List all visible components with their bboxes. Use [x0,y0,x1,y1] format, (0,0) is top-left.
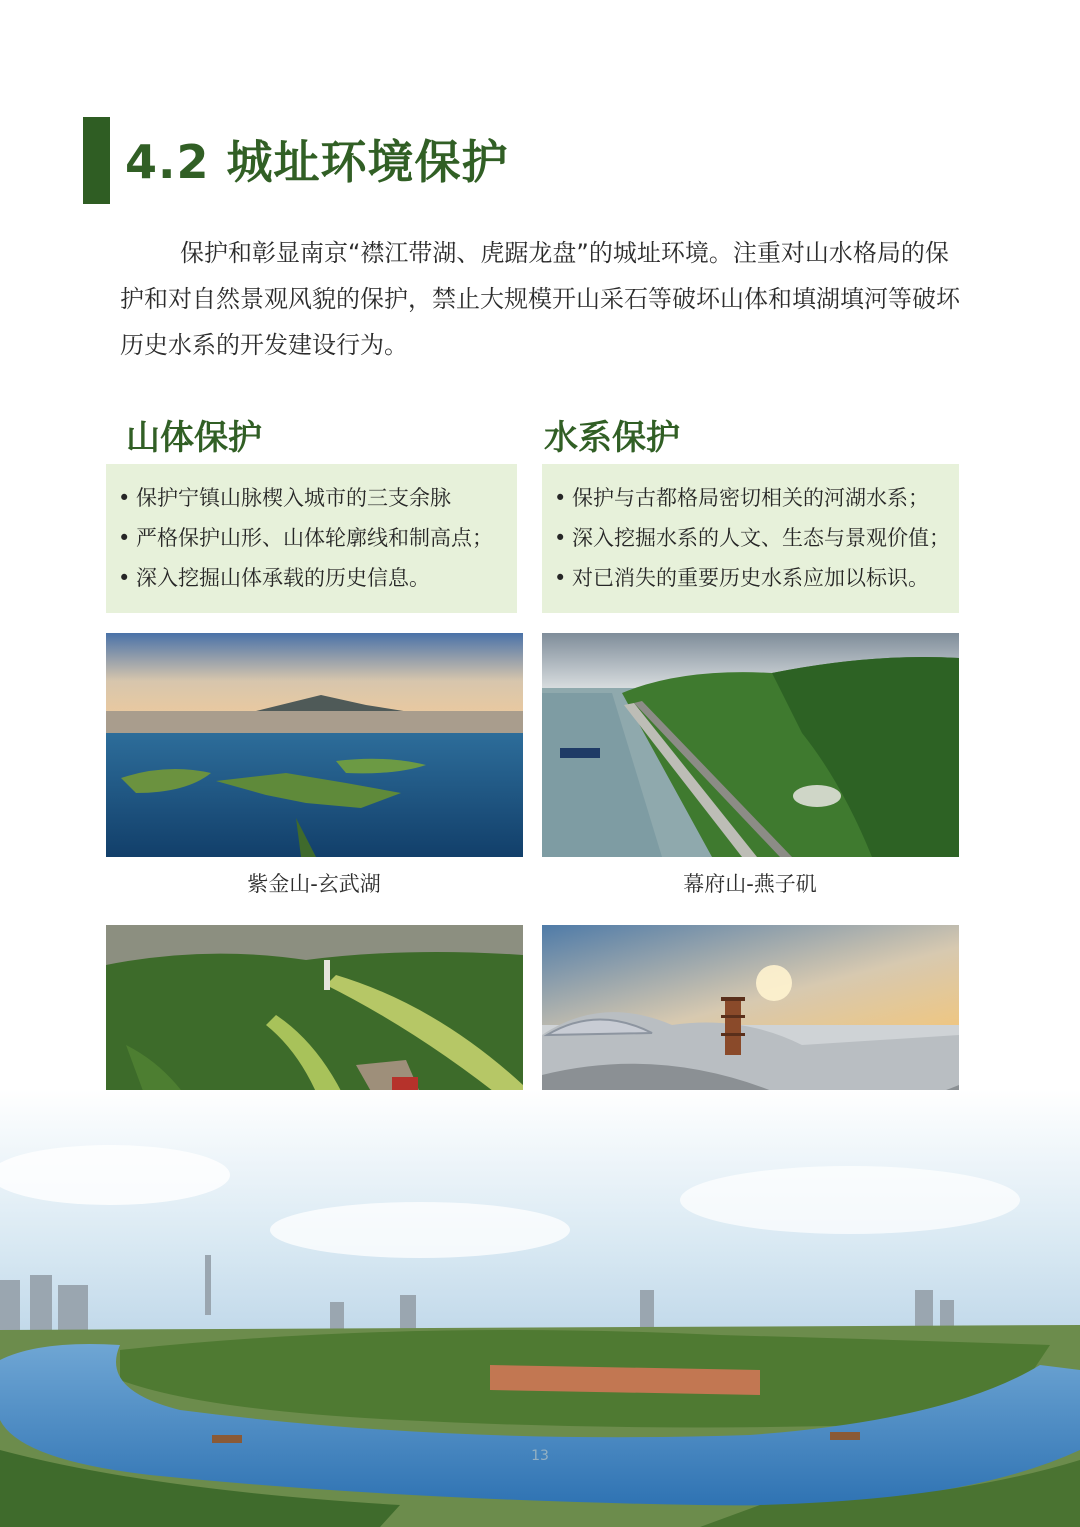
water-protection-box [542,464,959,613]
mountain-protection-list [112,478,517,598]
list-item: • 严格保护山形、山体轮廓线和制高点； [112,518,517,558]
photo-caption: 幕府山-燕子矶 [683,872,817,896]
list-item: • 保护与古都格局密切相关的河湖水系； [548,478,959,518]
intro-paragraph [120,230,960,368]
photo-zijinshan-xuanwuhu [106,633,523,857]
intro-text: 保护和彰显南京“襟江带湖、虎踞龙盘”的城址环境。注重对山水格局的保护和对自然景观风貌的保护，禁止大规模开山采石等破坏山体和填湖填河等破坏历史水系的开发建设行为。 [120,239,960,359]
list-item: • 深入挖掘水系的人文、生态与景观价值； [548,518,959,558]
mountain-protection-box [106,464,517,613]
photo-caption: 紫金山-玄武湖 [247,872,381,896]
photo-mufushan-yanziji [542,633,959,857]
page-number: 13 [531,1448,549,1464]
page-title: 4.2 城址环境保护 [125,135,509,189]
mountain-protection-heading: 山体保护 [126,418,262,458]
list-item: • 对已消失的重要历史水系应加以标识。 [548,558,959,598]
list-item: • 深入挖掘山体承载的历史信息。 [112,558,517,598]
water-protection-list [548,478,959,598]
water-protection-heading: 水系保护 [544,418,680,458]
list-item: • 保护宁镇山脉楔入城市的三支余脉 [112,478,517,518]
title-accent-bar [83,117,110,204]
